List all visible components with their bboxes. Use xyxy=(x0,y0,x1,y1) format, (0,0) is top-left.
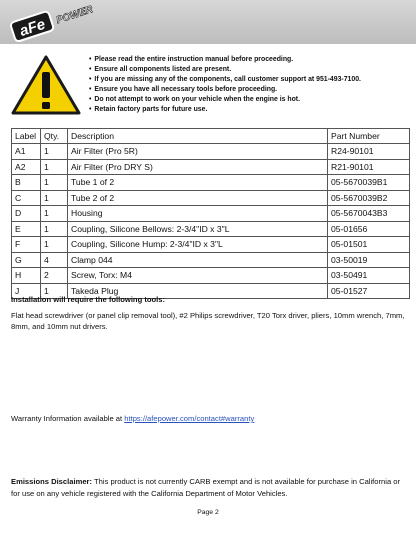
notice-item: • Do not attempt to work on your vehicle when the engine is hot. xyxy=(89,95,409,105)
column-header-qty: Qty. xyxy=(41,129,68,144)
parts-table xyxy=(11,128,410,299)
cell-description: Coupling, Silicone Hump: 2-3/4"ID x 3"L xyxy=(68,237,328,253)
cell-description: Screw, Torx: M4 xyxy=(68,268,328,284)
cell-label: E xyxy=(12,221,41,237)
table-header-row xyxy=(12,129,410,144)
cell-qty: 1 xyxy=(41,175,68,191)
cell-label: C xyxy=(12,190,41,206)
table-row xyxy=(12,206,410,222)
table-row xyxy=(12,237,410,253)
afe-power-logo xyxy=(6,2,104,42)
cell-qty: 4 xyxy=(41,252,68,268)
notice-list xyxy=(89,55,409,115)
notice-item: • Retain factory parts for future use. xyxy=(89,105,409,115)
notice-item: • Ensure you have all necessary tools before proceeding. xyxy=(89,85,409,95)
cell-part-number: 05-01656 xyxy=(328,221,410,237)
cell-qty: 1 xyxy=(41,206,68,222)
cell-part-number: 05-5670043B3 xyxy=(328,206,410,222)
cell-part-number: 03-50019 xyxy=(328,252,410,268)
svg-text:aFe: aFe xyxy=(17,15,48,40)
cell-description: Coupling, Silicone Bellows: 2-3/4"ID x 3"L xyxy=(68,221,328,237)
table-row xyxy=(12,221,410,237)
warranty-line xyxy=(11,414,254,423)
cell-qty: 1 xyxy=(41,159,68,175)
cell-label: G xyxy=(12,252,41,268)
table-row xyxy=(12,159,410,175)
table-row xyxy=(12,268,410,284)
emissions-label: Emissions Disclaimer: xyxy=(11,477,93,486)
cell-part-number: 05-5670039B2 xyxy=(328,190,410,206)
cell-description: Takeda Plug xyxy=(68,283,328,299)
cell-qty: 1 xyxy=(41,221,68,237)
installation-title: Installation will require the following tools: xyxy=(11,295,165,304)
table-row xyxy=(12,144,410,160)
notice-item: • If you are missing any of the components, call customer support at 951-493-7100. xyxy=(89,75,409,85)
installation-text: Flat head screwdriver (or panel clip removal tool), #2 Philips screwdriver, T20 Torx driver, pliers, 10mm wrench, 7mm, 8mm, and 10mm nut drivers. xyxy=(11,311,405,331)
cell-part-number: 05-01501 xyxy=(328,237,410,253)
cell-qty: 1 xyxy=(41,237,68,253)
cell-part-number: 05-01527 xyxy=(328,283,410,299)
emissions-text: This product is not currently CARB exempt and is not available for purchase in California or for use on any vehicle registered with the California Department of Motor Vehicles. xyxy=(11,477,401,498)
cell-description: Clamp 044 xyxy=(68,252,328,268)
cell-label: F xyxy=(12,237,41,253)
cell-qty: 1 xyxy=(41,144,68,160)
cell-part-number: 03-50491 xyxy=(328,268,410,284)
column-header-label: Label xyxy=(12,129,41,144)
cell-qty: 1 xyxy=(41,283,68,299)
emissions-disclaimer xyxy=(11,476,407,500)
column-header-description: Description xyxy=(68,129,328,144)
cell-label: A2 xyxy=(12,159,41,175)
cell-label: A1 xyxy=(12,144,41,160)
table-row xyxy=(12,252,410,268)
cell-description: Air Filter (Pro DRY S) xyxy=(68,159,328,175)
warranty-text: Warranty Information available at xyxy=(11,414,125,423)
cell-label: D xyxy=(12,206,41,222)
cell-description: Housing xyxy=(68,206,328,222)
table-row xyxy=(12,175,410,191)
cell-qty: 2 xyxy=(41,268,68,284)
notice-item: • Please read the entire instruction manual before proceeding. xyxy=(89,55,409,65)
warranty-link[interactable]: https://afepower.com/contact#warranty xyxy=(124,414,255,423)
cell-label: J xyxy=(12,283,41,299)
warning-icon xyxy=(10,54,82,116)
notice-item: • Ensure all components listed are present. xyxy=(89,65,409,75)
table-row xyxy=(12,190,410,206)
cell-part-number: R21-90101 xyxy=(328,159,410,175)
cell-description: Tube 1 of 2 xyxy=(68,175,328,191)
svg-text:POWER: POWER xyxy=(55,4,95,27)
cell-label: H xyxy=(12,268,41,284)
page-number: Page 2 xyxy=(197,509,219,516)
cell-part-number: 05-5670039B1 xyxy=(328,175,410,191)
header-bar xyxy=(0,0,416,44)
cell-label: B xyxy=(12,175,41,191)
parts-table-body xyxy=(12,144,410,299)
cell-description: Tube 2 of 2 xyxy=(68,190,328,206)
column-header-part-number: Part Number xyxy=(328,129,410,144)
cell-qty: 1 xyxy=(41,190,68,206)
cell-part-number: R24-90101 xyxy=(328,144,410,160)
cell-description: Air Filter (Pro 5R) xyxy=(68,144,328,160)
